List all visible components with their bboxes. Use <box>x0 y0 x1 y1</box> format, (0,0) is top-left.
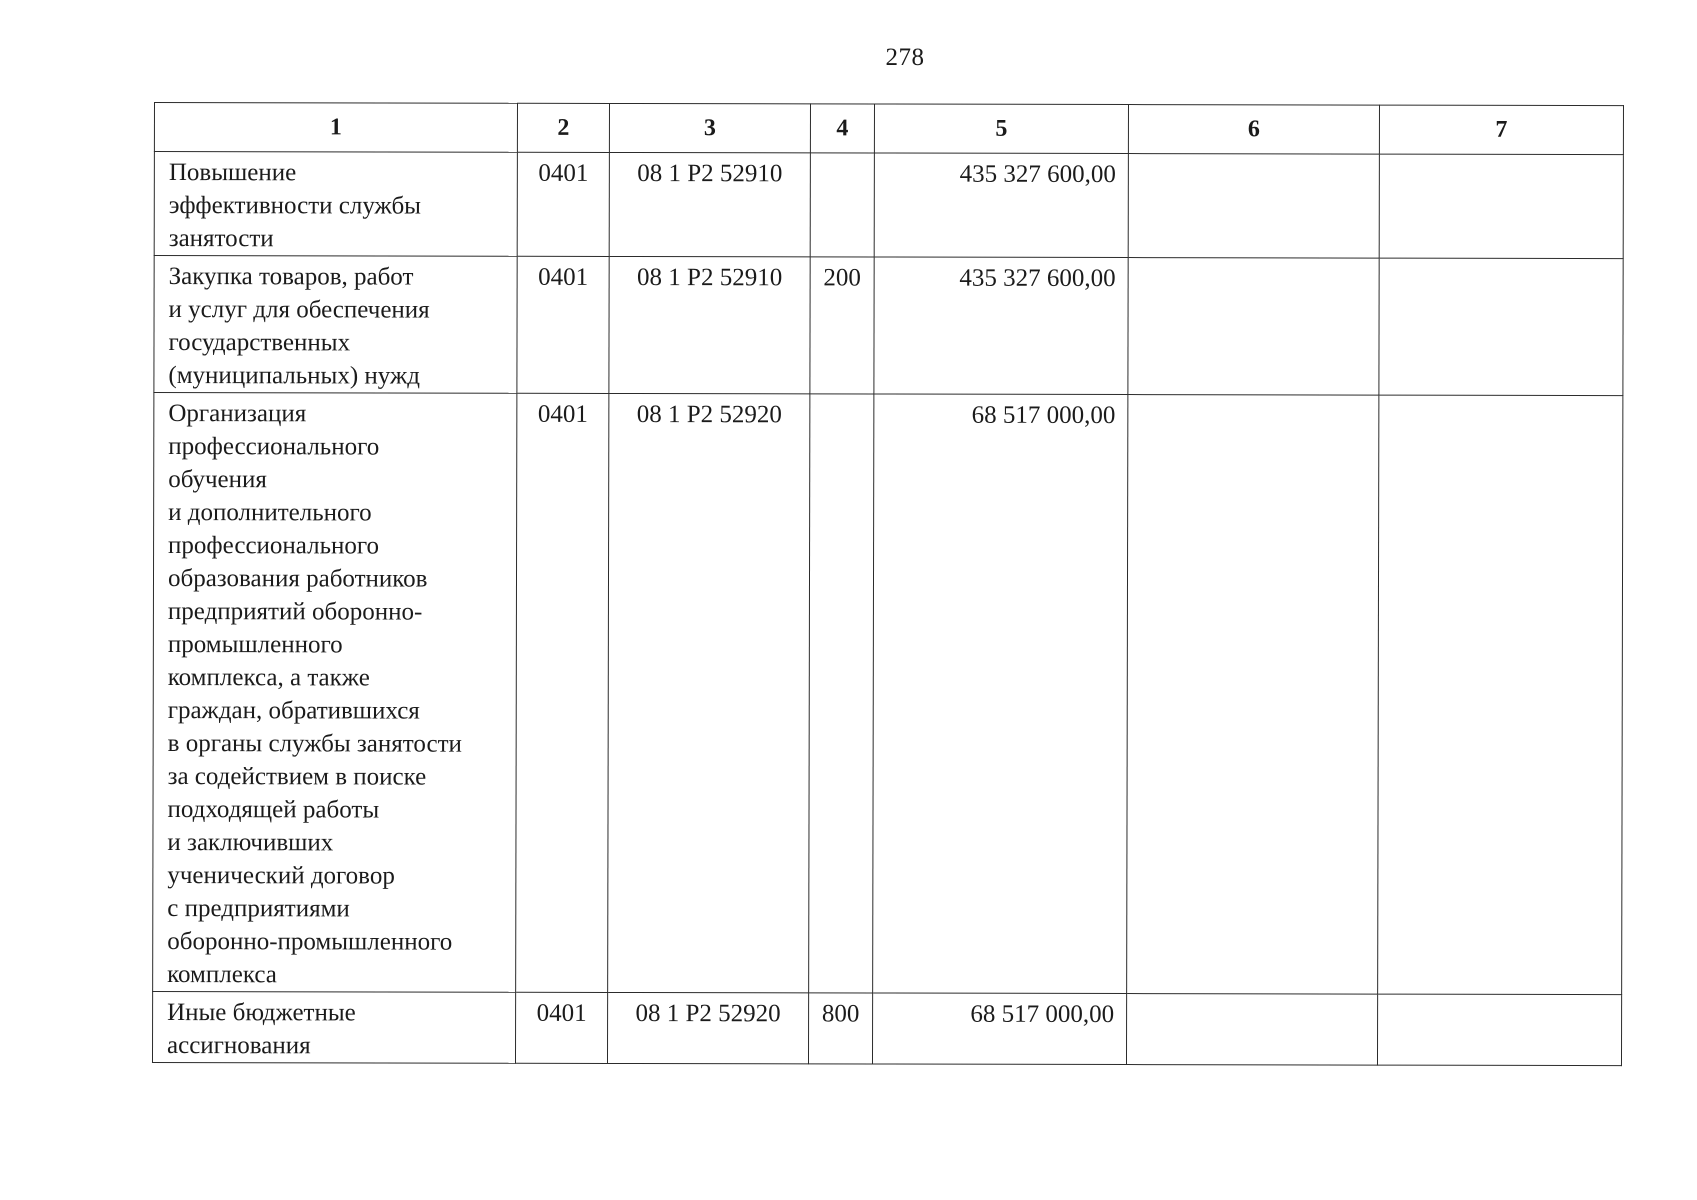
row-section: 0401 <box>516 393 609 992</box>
row-name-text: Организация профессионального обучения и дополнительного профессионального образования работников предприятий оборонно- промышленного комплекса, а также граждан, обратившихся в органы службы занятости за содействием в поиске подходящей работы и заключивших ученический договор с предприятиями оборонно-промышленного комплекса <box>167 400 462 989</box>
row-name <box>152 991 515 1063</box>
row-col7 <box>1378 395 1623 995</box>
table-row <box>154 256 1623 396</box>
row-name <box>154 152 517 257</box>
row-col7 <box>1379 154 1623 259</box>
header-col-2: 2 <box>517 103 609 152</box>
row-amount: 435 327 600,00 <box>874 257 1128 395</box>
table-row <box>153 393 1623 995</box>
header-col-4: 4 <box>810 104 874 153</box>
table-row <box>154 152 1623 259</box>
row-amount: 68 517 000,00 <box>872 993 1126 1065</box>
row-name-text: Иные бюджетные ассигнования <box>166 999 356 1060</box>
page-number: 278 <box>885 44 925 71</box>
row-amount: 435 327 600,00 <box>874 153 1128 258</box>
row-col6 <box>1128 258 1379 396</box>
row-target-code: 08 1 Р2 52920 <box>607 992 808 1063</box>
header-row <box>154 103 1623 155</box>
row-section: 0401 <box>517 152 609 256</box>
row-name-text: Повышение эффективности службы занятости <box>168 159 422 253</box>
row-col6 <box>1127 395 1379 995</box>
table-row <box>152 991 1621 1065</box>
header-col-1: 1 <box>154 103 517 153</box>
row-name <box>154 256 517 394</box>
row-target-code: 08 1 Р2 52910 <box>609 256 810 393</box>
row-section: 0401 <box>517 256 609 393</box>
budget-table <box>152 102 1624 1066</box>
row-expense-type <box>810 153 874 257</box>
row-col6 <box>1128 154 1379 259</box>
row-expense-type: 200 <box>810 257 874 394</box>
header-col-5: 5 <box>874 104 1128 154</box>
row-target-code: 08 1 Р2 52920 <box>608 393 810 992</box>
header-col-7: 7 <box>1379 105 1623 155</box>
row-expense-type: 800 <box>808 993 872 1064</box>
row-col7 <box>1377 994 1621 1066</box>
row-section: 0401 <box>515 992 607 1063</box>
header-col-3: 3 <box>609 103 810 152</box>
header-col-6: 6 <box>1128 105 1379 155</box>
row-name <box>153 393 517 993</box>
row-name-text: Закупка товаров, работ и услуг для обеспечения государственных (муниципальных) нужд <box>168 263 430 390</box>
row-amount: 68 517 000,00 <box>873 394 1128 994</box>
row-col7 <box>1379 258 1623 396</box>
row-target-code: 08 1 Р2 52910 <box>609 152 810 256</box>
row-col6 <box>1126 994 1377 1066</box>
row-expense-type <box>809 394 874 993</box>
